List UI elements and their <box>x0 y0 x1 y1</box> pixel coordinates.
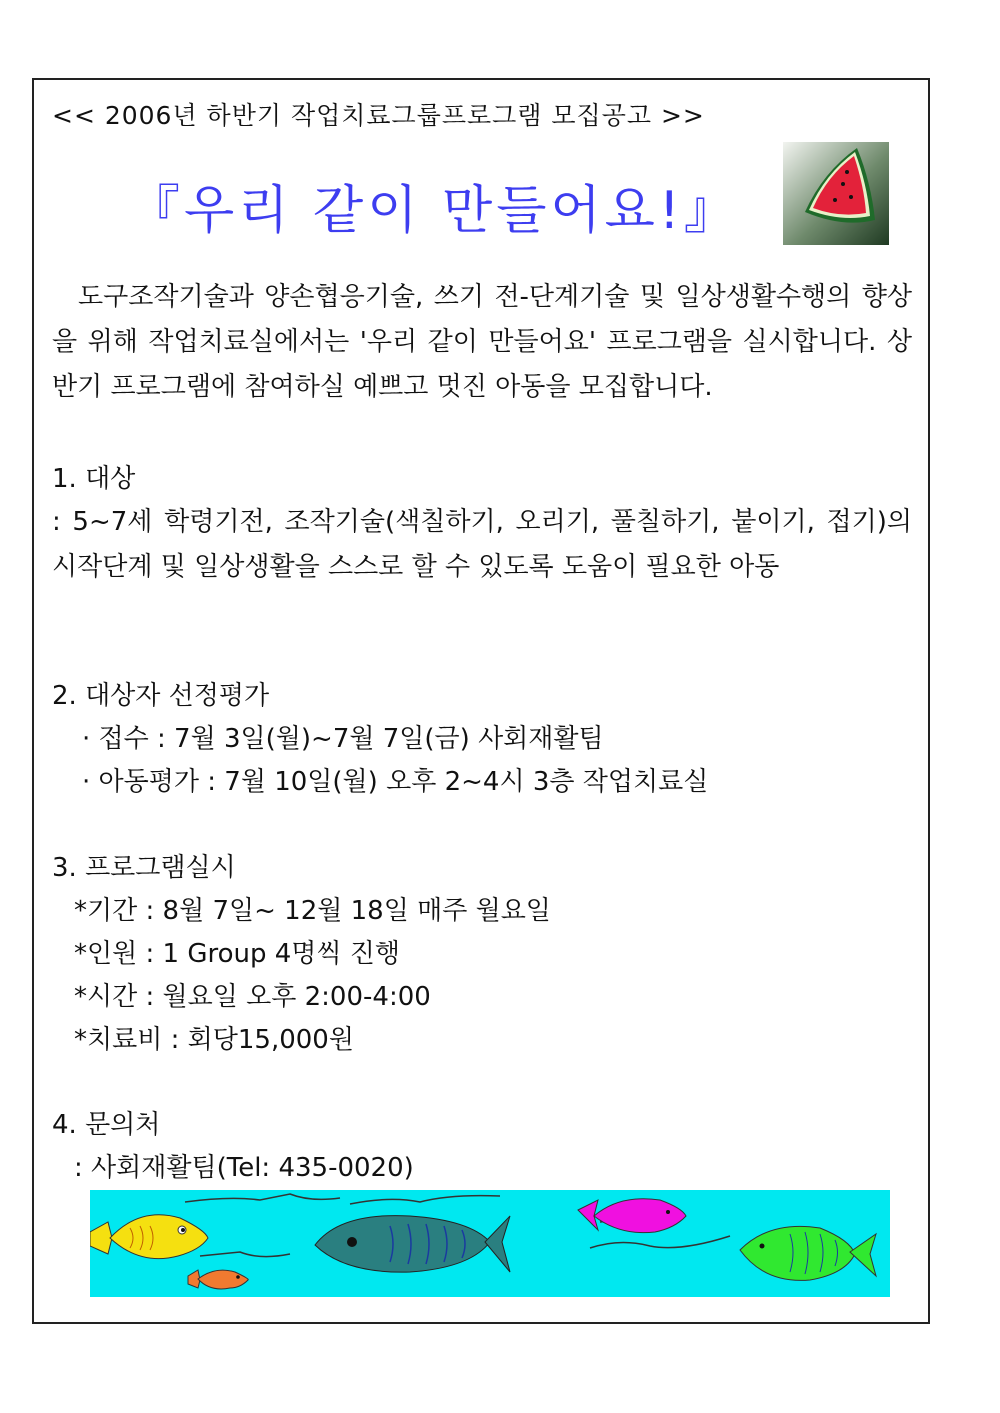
fish-illustration <box>90 1190 890 1297</box>
section3-heading: 3. 프로그램실시 <box>52 853 236 883</box>
notice-title: 『우리 같이 만들어요!』 <box>128 181 740 241</box>
section3-item: *치료비 : 회당15,000원 <box>74 1025 354 1055</box>
section4-heading: 4. 문의처 <box>52 1110 161 1140</box>
intro-paragraph <box>52 275 912 410</box>
section4-body: : 사회재활팀(Tel: 435-0020) <box>74 1153 414 1183</box>
section1-heading: 1. 대상 <box>52 464 136 494</box>
section1-body: : 5~7세 학령기전, 조작기술(색칠하기, 오리기, 풀칠하기, 붙이기, 접기)의 시작단계 및 일상생활을 스스로 할 수 있도록 도움이 필요한 아동 <box>52 507 912 582</box>
section2-heading: 2. 대상자 선정평가 <box>52 681 270 711</box>
intro-text: 도구조작기술과 양손협응기술, 쓰기 전-단계기술 및 일상생활수행의 향상을 위해 작업치료실에서는 '우리 같이 만들어요' 프로그램을 실시합니다. 상반기 프로그램에 참여하실 예쁘고 멋진 아동을 모집합니다. <box>52 282 912 402</box>
section3-item: *인원 : 1 Group 4명씩 진행 <box>74 939 401 969</box>
section2-item: · 아동평가 : 7월 10일(월) 오후 2~4시 3층 작업치료실 <box>82 767 709 797</box>
section3-item: *시간 : 월요일 오후 2:00-4:00 <box>74 982 431 1012</box>
section2-item: · 접수 : 7월 3일(월)~7월 7일(금) 사회재활팀 <box>82 724 604 754</box>
notice-header: << 2006년 하반기 작업치료그룹프로그램 모집공고 >> <box>52 101 705 130</box>
watermelon-image <box>783 142 889 245</box>
section3-item: *기간 : 8월 7일~ 12월 18일 매주 월요일 <box>74 896 551 926</box>
